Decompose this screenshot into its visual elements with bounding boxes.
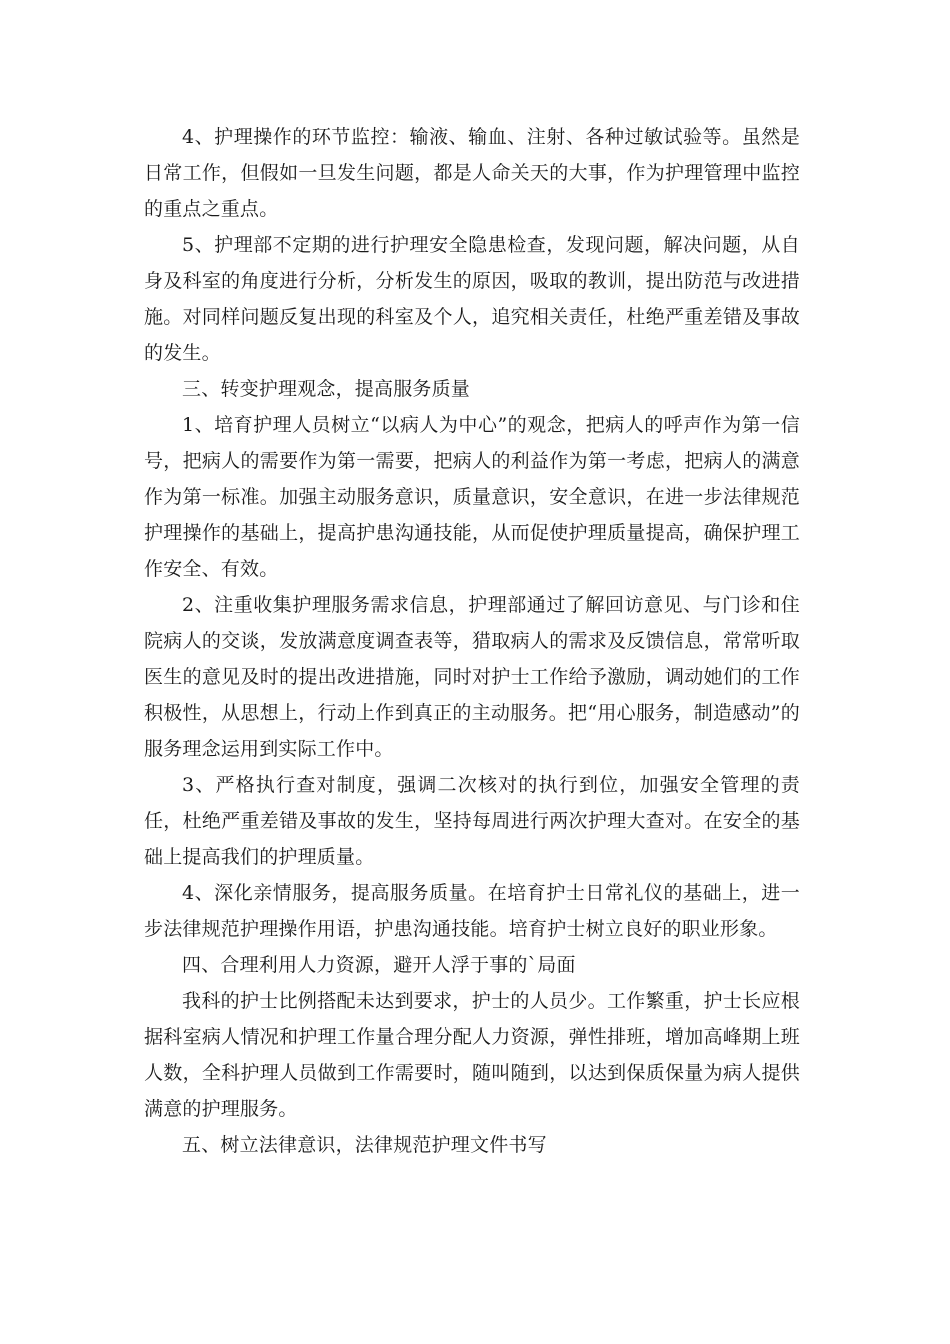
paragraph-staffing: 我科的护士比例搭配未达到要求，护士的人员少。工作繁重，护士长应根据科室病人情况和护理工作量合理分配人力资源，弹性排班，增加高峰期上班人数，全科护理人员做到工作需要时，随叫随到，以达到保质保量为病人提供满意的护理服务。 bbox=[144, 990, 800, 1120]
section-heading-4: 四、合理利用人力资源，避开人浮于事的`局面 bbox=[182, 954, 576, 976]
paragraph-item-1-patient-centered: 1、培育护理人员树立“以病人为中心”的观念，把病人的呼声作为第一信号，把病人的需要作为第一需要，把病人的利益作为第一考虑，把病人的满意作为第一标准。加强主动服务意识，质量意识，安全意识，在进一步法律规范护理操作的基础上，提高护患沟通技能，从而促使护理质量提高，确保护理工作安全、有效。 bbox=[144, 414, 800, 580]
paragraph-item-2-service-feedback: 2、注重收集护理服务需求信息，护理部通过了解回访意见、与门诊和住院病人的交谈，发放满意度调查表等，猎取病人的需求及反馈信息，常常听取医生的意见及时的提出改进措施，同时对护士工作给予激励，调动她们的工作积极性，从思想上，行动上作到真正的主动服务。把“用心服务，制造感动”的服务理念运用到实际工作中。 bbox=[144, 594, 800, 760]
section-heading-3: 三、转变护理观念，提高服务质量 bbox=[182, 378, 471, 400]
paragraph-item-3-verification: 3、严格执行查对制度，强调二次核对的执行到位，加强安全管理的责任，杜绝严重差错及事故的发生，坚持每周进行两次护理大查对。在安全的基础上提高我们的护理质量。 bbox=[144, 774, 800, 868]
document-body bbox=[144, 119, 800, 1163]
section-heading-5: 五、树立法律意识，法律规范护理文件书写 bbox=[182, 1134, 547, 1156]
paragraph-item-4-monitoring: 4、护理操作的环节监控：输液、输血、注射、各种过敏试验等。虽然是日常工作，但假如一旦发生问题，都是人命关天的大事，作为护理管理中监控的重点之重点。 bbox=[144, 126, 800, 220]
paragraph-item-5-safety-check: 5、护理部不定期的进行护理安全隐患检查，发现问题，解决问题，从自身及科室的角度进行分析，分析发生的原因，吸取的教训，提出防范与改进措施。对同样问题反复出现的科室及个人，追究相关责任，杜绝严重差错及事故的发生。 bbox=[144, 234, 800, 364]
paragraph-item-4-care-service: 4、深化亲情服务，提高服务质量。在培育护士日常礼仪的基础上，进一步法律规范护理操作用语，护患沟通技能。培育护士树立良好的职业形象。 bbox=[144, 882, 800, 940]
